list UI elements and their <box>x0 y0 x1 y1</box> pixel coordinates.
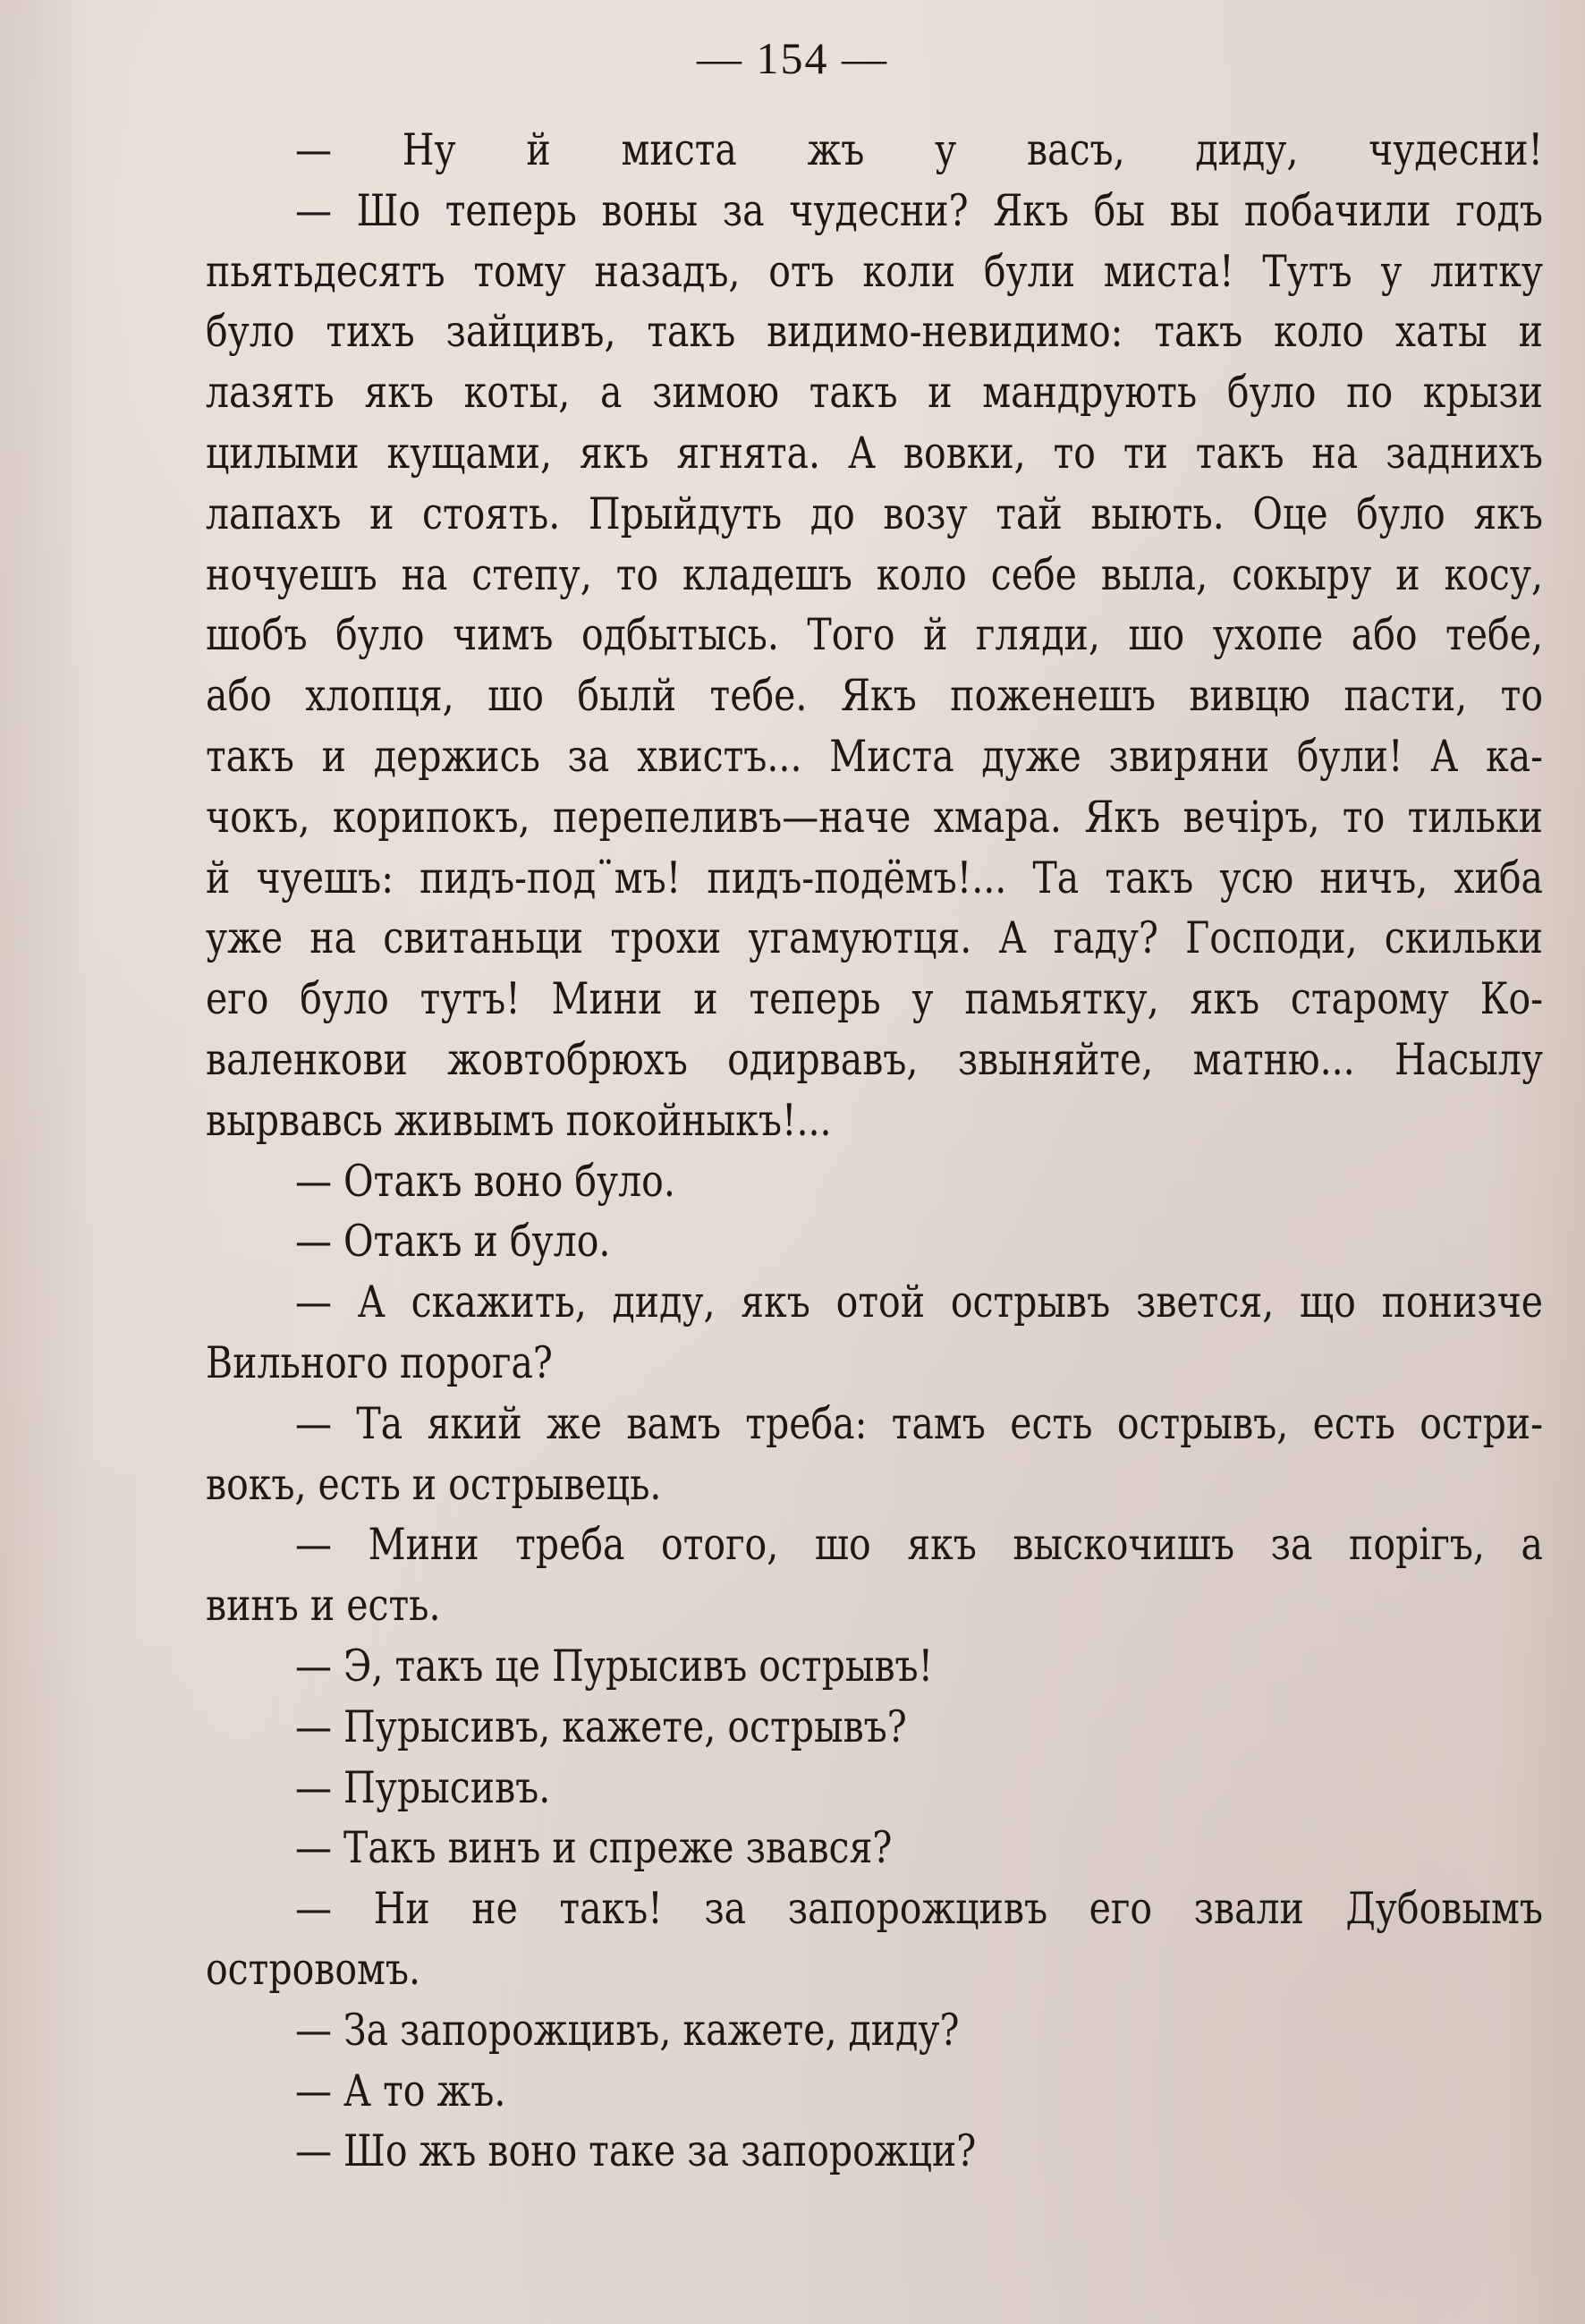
text-line: островомъ. <box>206 1944 421 1995</box>
text-line: его було тутъ! Мини и теперь у памьятку, якъ старому Ко- <box>206 973 1543 1025</box>
text-line: такъ и держись за хвистъ... Миста дуже звиряни були! А ка- <box>206 731 1543 782</box>
body-text <box>206 122 1543 2184</box>
text-line: — Отакъ и було. <box>295 1216 611 1268</box>
text-line: або хлопця, шо былй тебе. Якъ поженешъ вивцю пасти, то <box>206 670 1543 722</box>
text-line: — Ни не такъ! за запорожцивъ его звали Дубовымъ <box>295 1883 1543 1935</box>
text-line: — Шо жъ воно таке за запорожци? <box>295 2125 977 2177</box>
text-line: вокъ, есть и острывець. <box>206 1458 662 1510</box>
text-line: чокъ, корипокъ, перепеливъ—наче хмара. Якъ вечіръ, то тильки <box>206 792 1543 843</box>
text-line: — Мини треба отого, шо якъ выскочишъ за порігъ, а <box>295 1519 1543 1571</box>
text-line: — Ну й миста жъ у васъ, диду, чудесни! <box>295 124 1543 175</box>
text-line: пьятьдесятъ тому назадъ, отъ коли були миста! Тутъ у литку <box>206 245 1543 297</box>
text-line: — Та який же вамъ треба: тамъ есть острывъ, есть остри- <box>295 1398 1543 1449</box>
text-line: — Такъ винъ и спреже звався? <box>295 1822 893 1874</box>
text-line: — Пурысивъ. <box>295 1761 551 1813</box>
text-line: Вильного порога? <box>206 1337 553 1388</box>
text-line: й чуешъ: пидъ-под¨мъ! пидъ-подёмъ!... Та такъ усю ничъ, хиба <box>206 852 1543 903</box>
text-line: було тихъ зайцивъ, такъ видимо-невидимо: такъ коло хаты и <box>206 306 1543 358</box>
text-line: лапахъ и стоять. Прыйдуть до возу тай выють. Оце було якъ <box>206 488 1543 539</box>
text-line: вырвавсь живымъ покойныкъ!... <box>206 1095 832 1146</box>
page-number: — 154 — <box>697 33 888 83</box>
text-line: — Э, такъ це Пурысивъ острывъ! <box>295 1641 934 1692</box>
text-line: — Шо теперь воны за чудесни? Якъ бы вы побачили годъ <box>295 185 1543 236</box>
text-line: валенкови жовтобрюхъ одирвавъ, звыняйте, матню... Насылу <box>206 1034 1543 1085</box>
text-line: — Пурысивъ, кажете, острывъ? <box>295 1701 907 1752</box>
text-line: — Отакъ воно було. <box>295 1155 675 1207</box>
text-line: шобъ було чимъ одбытысь. Того й гляди, шо ухопе або тебе, <box>206 609 1543 661</box>
text-line: цилыми кущами, якъ ягнята. А вовки, то ти такъ на заднихъ <box>206 428 1543 479</box>
text-line: уже на свитаньци трохи угамуютця. А гаду? Господи, скильки <box>206 912 1543 964</box>
text-line: — За запорожцивъ, кажете, диду? <box>295 2005 960 2056</box>
text-line: — А то жъ. <box>295 2065 506 2116</box>
text-line: ночуешъ на степу, то кладешъ коло себе выла, сокыру и косу, <box>206 548 1543 600</box>
text-line: лазять якъ коты, а зимою такъ и мандрують було по крызи <box>206 367 1543 419</box>
text-line: винъ и есть. <box>206 1580 441 1632</box>
text-line: — А скажить, диду, якъ отой острывъ звется, що понизче <box>295 1277 1543 1328</box>
